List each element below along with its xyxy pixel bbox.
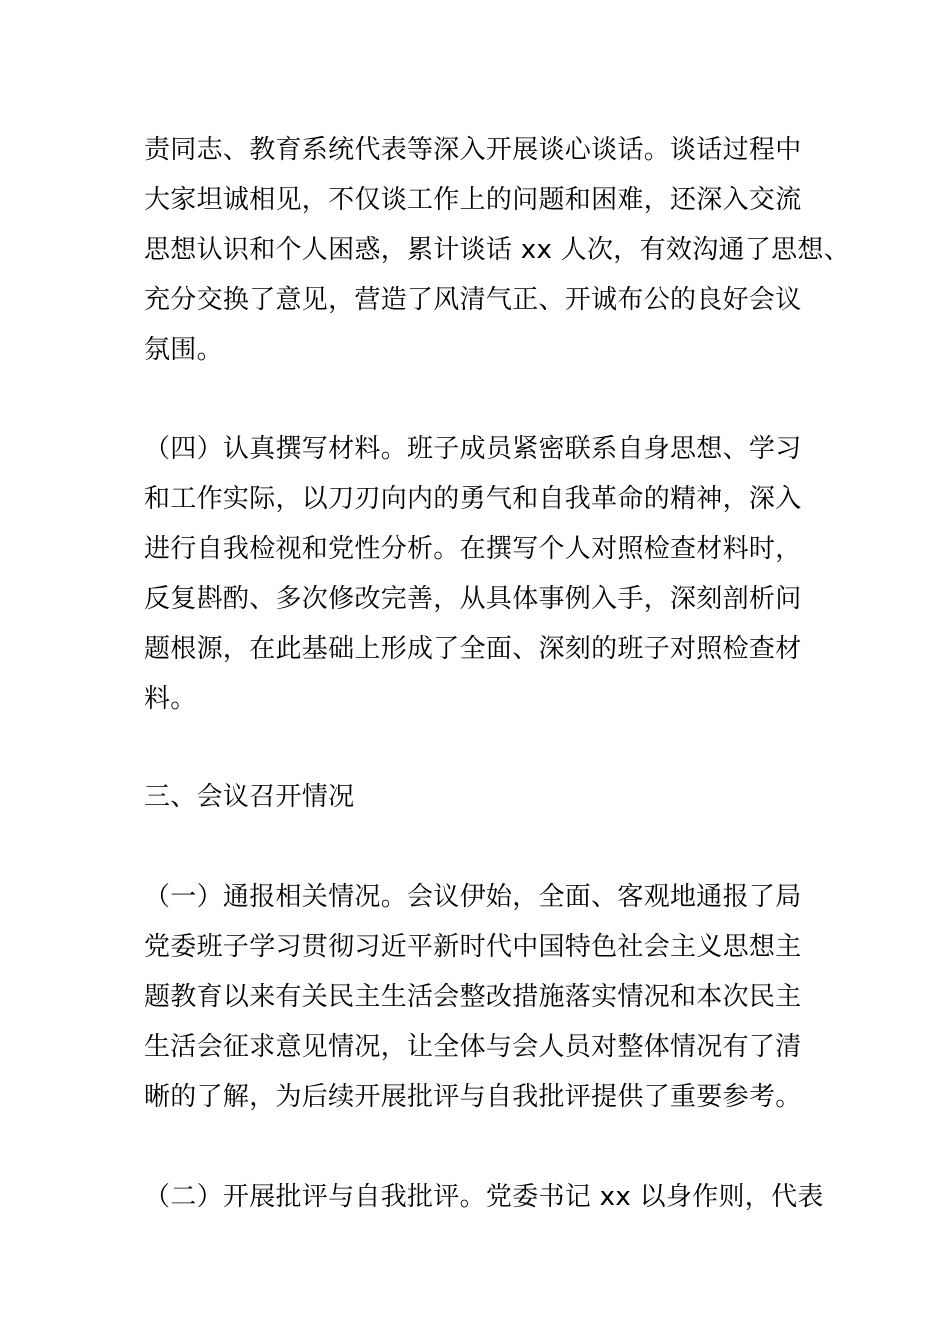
text-line: 反复斟酌、多次修改完善，从具体事例入手，深刻剖析问 — [144, 584, 802, 614]
text-line: 料。 — [144, 684, 197, 714]
text-line: 大家坦诚相见，不仅谈工作上的问题和困难，还深入交流 — [144, 185, 802, 215]
text-line: 氛围。 — [144, 335, 223, 365]
text-line: 和工作实际，以刀刃向内的勇气和自我革命的精神，深入 — [144, 484, 802, 514]
text-line: 晰的了解，为后续开展批评与自我批评提供了重要参考。 — [144, 1082, 802, 1112]
text-line: 题根源，在此基础上形成了全面、深刻的班子对照检查材 — [144, 634, 802, 664]
text-line: 责同志、教育系统代表等深入开展谈心谈话。谈话过程中 — [144, 135, 802, 165]
text-line: （二）开展批评与自我批评。党委书记 xx 以身作则，代表 — [144, 1182, 824, 1212]
text-line: 进行自我检视和党性分析。在撰写个人对照检查材料时， — [144, 534, 802, 564]
text-line: 生活会征求意见情况，让全体与会人员对整体情况有了清 — [144, 1032, 802, 1062]
text-line: 思想认识和个人困惑，累计谈话 xx 人次，有效沟通了思想、 — [144, 235, 851, 265]
text-line: 题教育以来有关民主生活会整改措施落实情况和本次民主 — [144, 982, 802, 1012]
text-line: （一）通报相关情况。会议伊始，全面、客观地通报了局 — [144, 882, 802, 912]
section-heading: 三、会议召开情况 — [144, 782, 355, 812]
text-line: （四）认真撰写材料。班子成员紧密联系自身思想、学习 — [144, 434, 802, 464]
text-line: 党委班子学习贯彻习近平新时代中国特色社会主义思想主 — [144, 932, 802, 962]
text-line: 充分交换了意见，营造了风清气正、开诚布公的良好会议 — [144, 285, 802, 315]
